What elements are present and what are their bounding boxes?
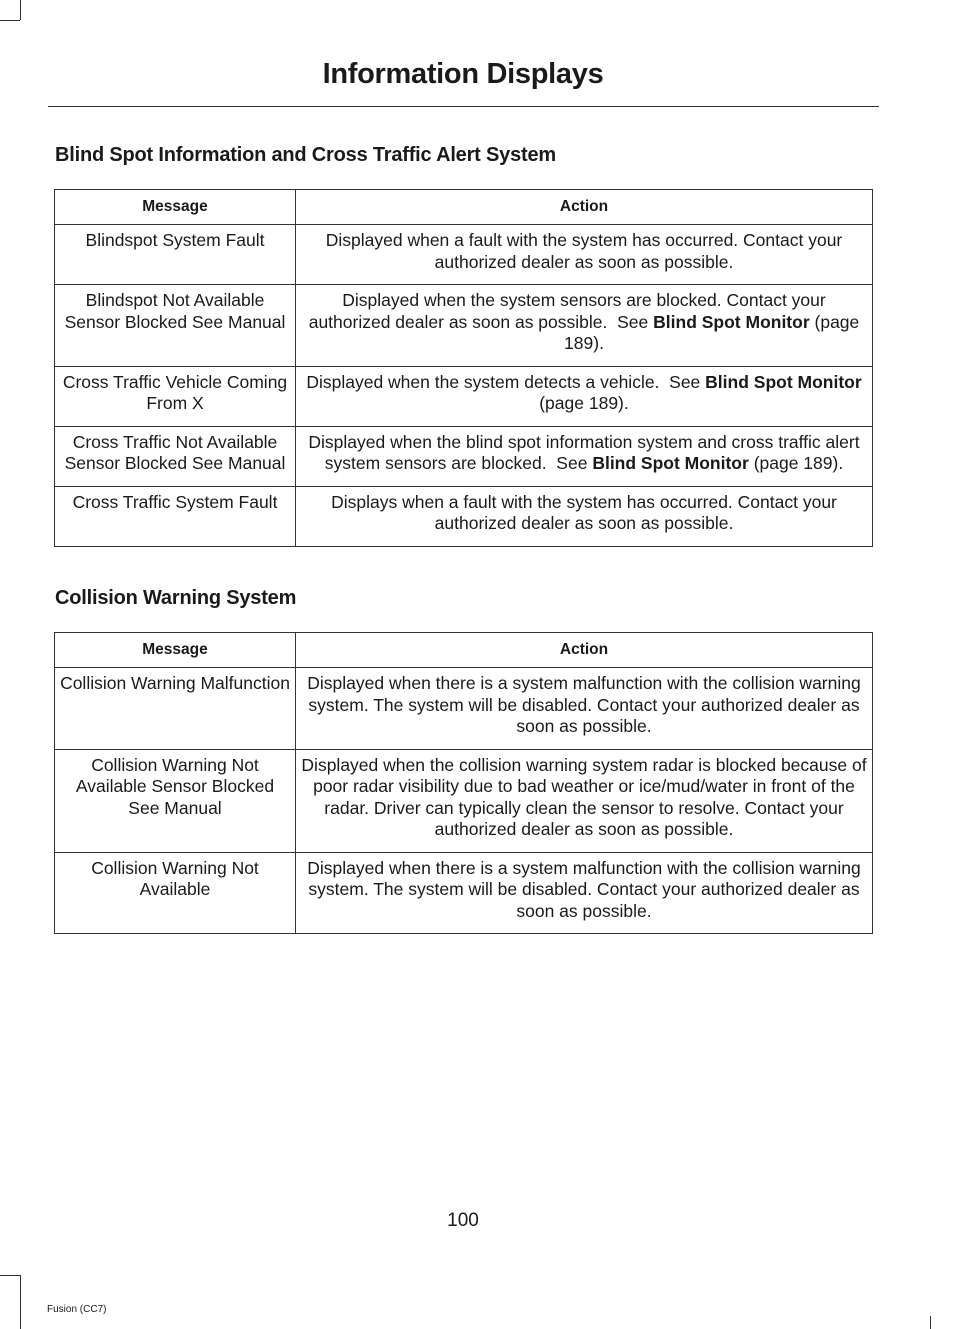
table-row [55,852,873,934]
blind-spot-messages-table [54,189,873,547]
table-row [55,285,873,367]
cross-reference-link[interactable]: Blind Spot Monitor [592,453,749,473]
message-cell: Collision Warning Not Available [55,852,296,934]
crop-mark [930,1316,931,1329]
page-reference: (page 189). [753,453,844,473]
action-cell [296,749,873,852]
section-heading-collision-warning: Collision Warning System [55,587,297,609]
table-header-row [55,190,873,225]
action-text: Displayed when the blind spot information system and cross traffic alert system sensors are blocked. [308,431,860,473]
page-number: 100 [447,1210,479,1231]
message-cell: Cross Traffic Not Available Sensor Blocked See Manual [55,426,296,486]
table-row [55,426,873,486]
action-text: Displayed when the collision warning system radar is blocked because of poor radar visibility due to bad weather or ice/mud/water in front of the radar. Driver can typically clean the sensor to resolve. Contact your authorized dealer as soon as possible. [301,754,867,839]
table-row [55,749,873,852]
action-cell [296,668,873,750]
footer-model-code: Fusion (CC7) [47,1304,107,1315]
table-row [55,225,873,285]
crop-mark [0,20,20,21]
action-text: Displayed when a fault with the system has occurred. Contact your authorized dealer as soon as possible. [325,230,843,272]
action-text: Displays when a fault with the system has occurred. Contact your authorized dealer as soon as possible. [331,491,837,533]
action-text: Displayed when the system detects a vehicle. [306,371,660,392]
table-header-row [55,633,873,668]
crop-mark [20,0,21,20]
action-cell [296,852,873,934]
action-text: Displayed when there is a system malfunction with the collision warning system. The system will be disabled. Contact your authorized dealer as soon as possible. [307,673,861,736]
cross-reference-link[interactable]: Blind Spot Monitor [653,311,810,332]
action-cell [296,225,873,285]
message-cell: Blindspot System Fault [55,225,296,285]
message-cell: Collision Warning Not Available Sensor Blocked See Manual [55,749,296,852]
message-cell: Collision Warning Malfunction [55,668,296,750]
message-cell: Cross Traffic Vehicle Coming From X [55,366,296,426]
column-header-action: Action [296,190,873,225]
cross-reference-link[interactable]: Blind Spot Monitor [705,371,862,392]
title-divider [48,106,879,107]
column-header-message: Message [55,190,296,225]
table-row [55,366,873,426]
message-cell: Blindspot Not Available Sensor Blocked See Manual [55,285,296,367]
see-text: See [669,371,701,392]
action-text: Displayed when the system sensors are blocked. Contact your authorized dealer as soon as possible. [308,290,826,332]
action-cell [296,366,873,426]
crop-mark [0,1275,20,1276]
action-cell [296,285,873,367]
section-heading-blind-spot: Blind Spot Information and Cross Traffic Alert System [55,144,556,166]
action-cell [296,486,873,546]
crop-mark [20,1275,21,1329]
see-text: See [617,311,649,332]
page-reference: (page 189). [539,393,629,413]
column-header-action: Action [296,633,873,668]
see-text: See [556,453,588,473]
table-row [55,486,873,546]
action-cell [296,426,873,486]
table-row [55,668,873,750]
collision-warning-messages-table [54,632,873,934]
column-header-message: Message [55,633,296,668]
page-reference: (page 189). [564,311,860,353]
message-cell: Cross Traffic System Fault [55,486,296,546]
action-text: Displayed when there is a system malfunction with the collision warning system. The system will be disabled. Contact your authorized dealer as soon as possible. [307,857,861,921]
page-title: Information Displays [322,58,604,90]
